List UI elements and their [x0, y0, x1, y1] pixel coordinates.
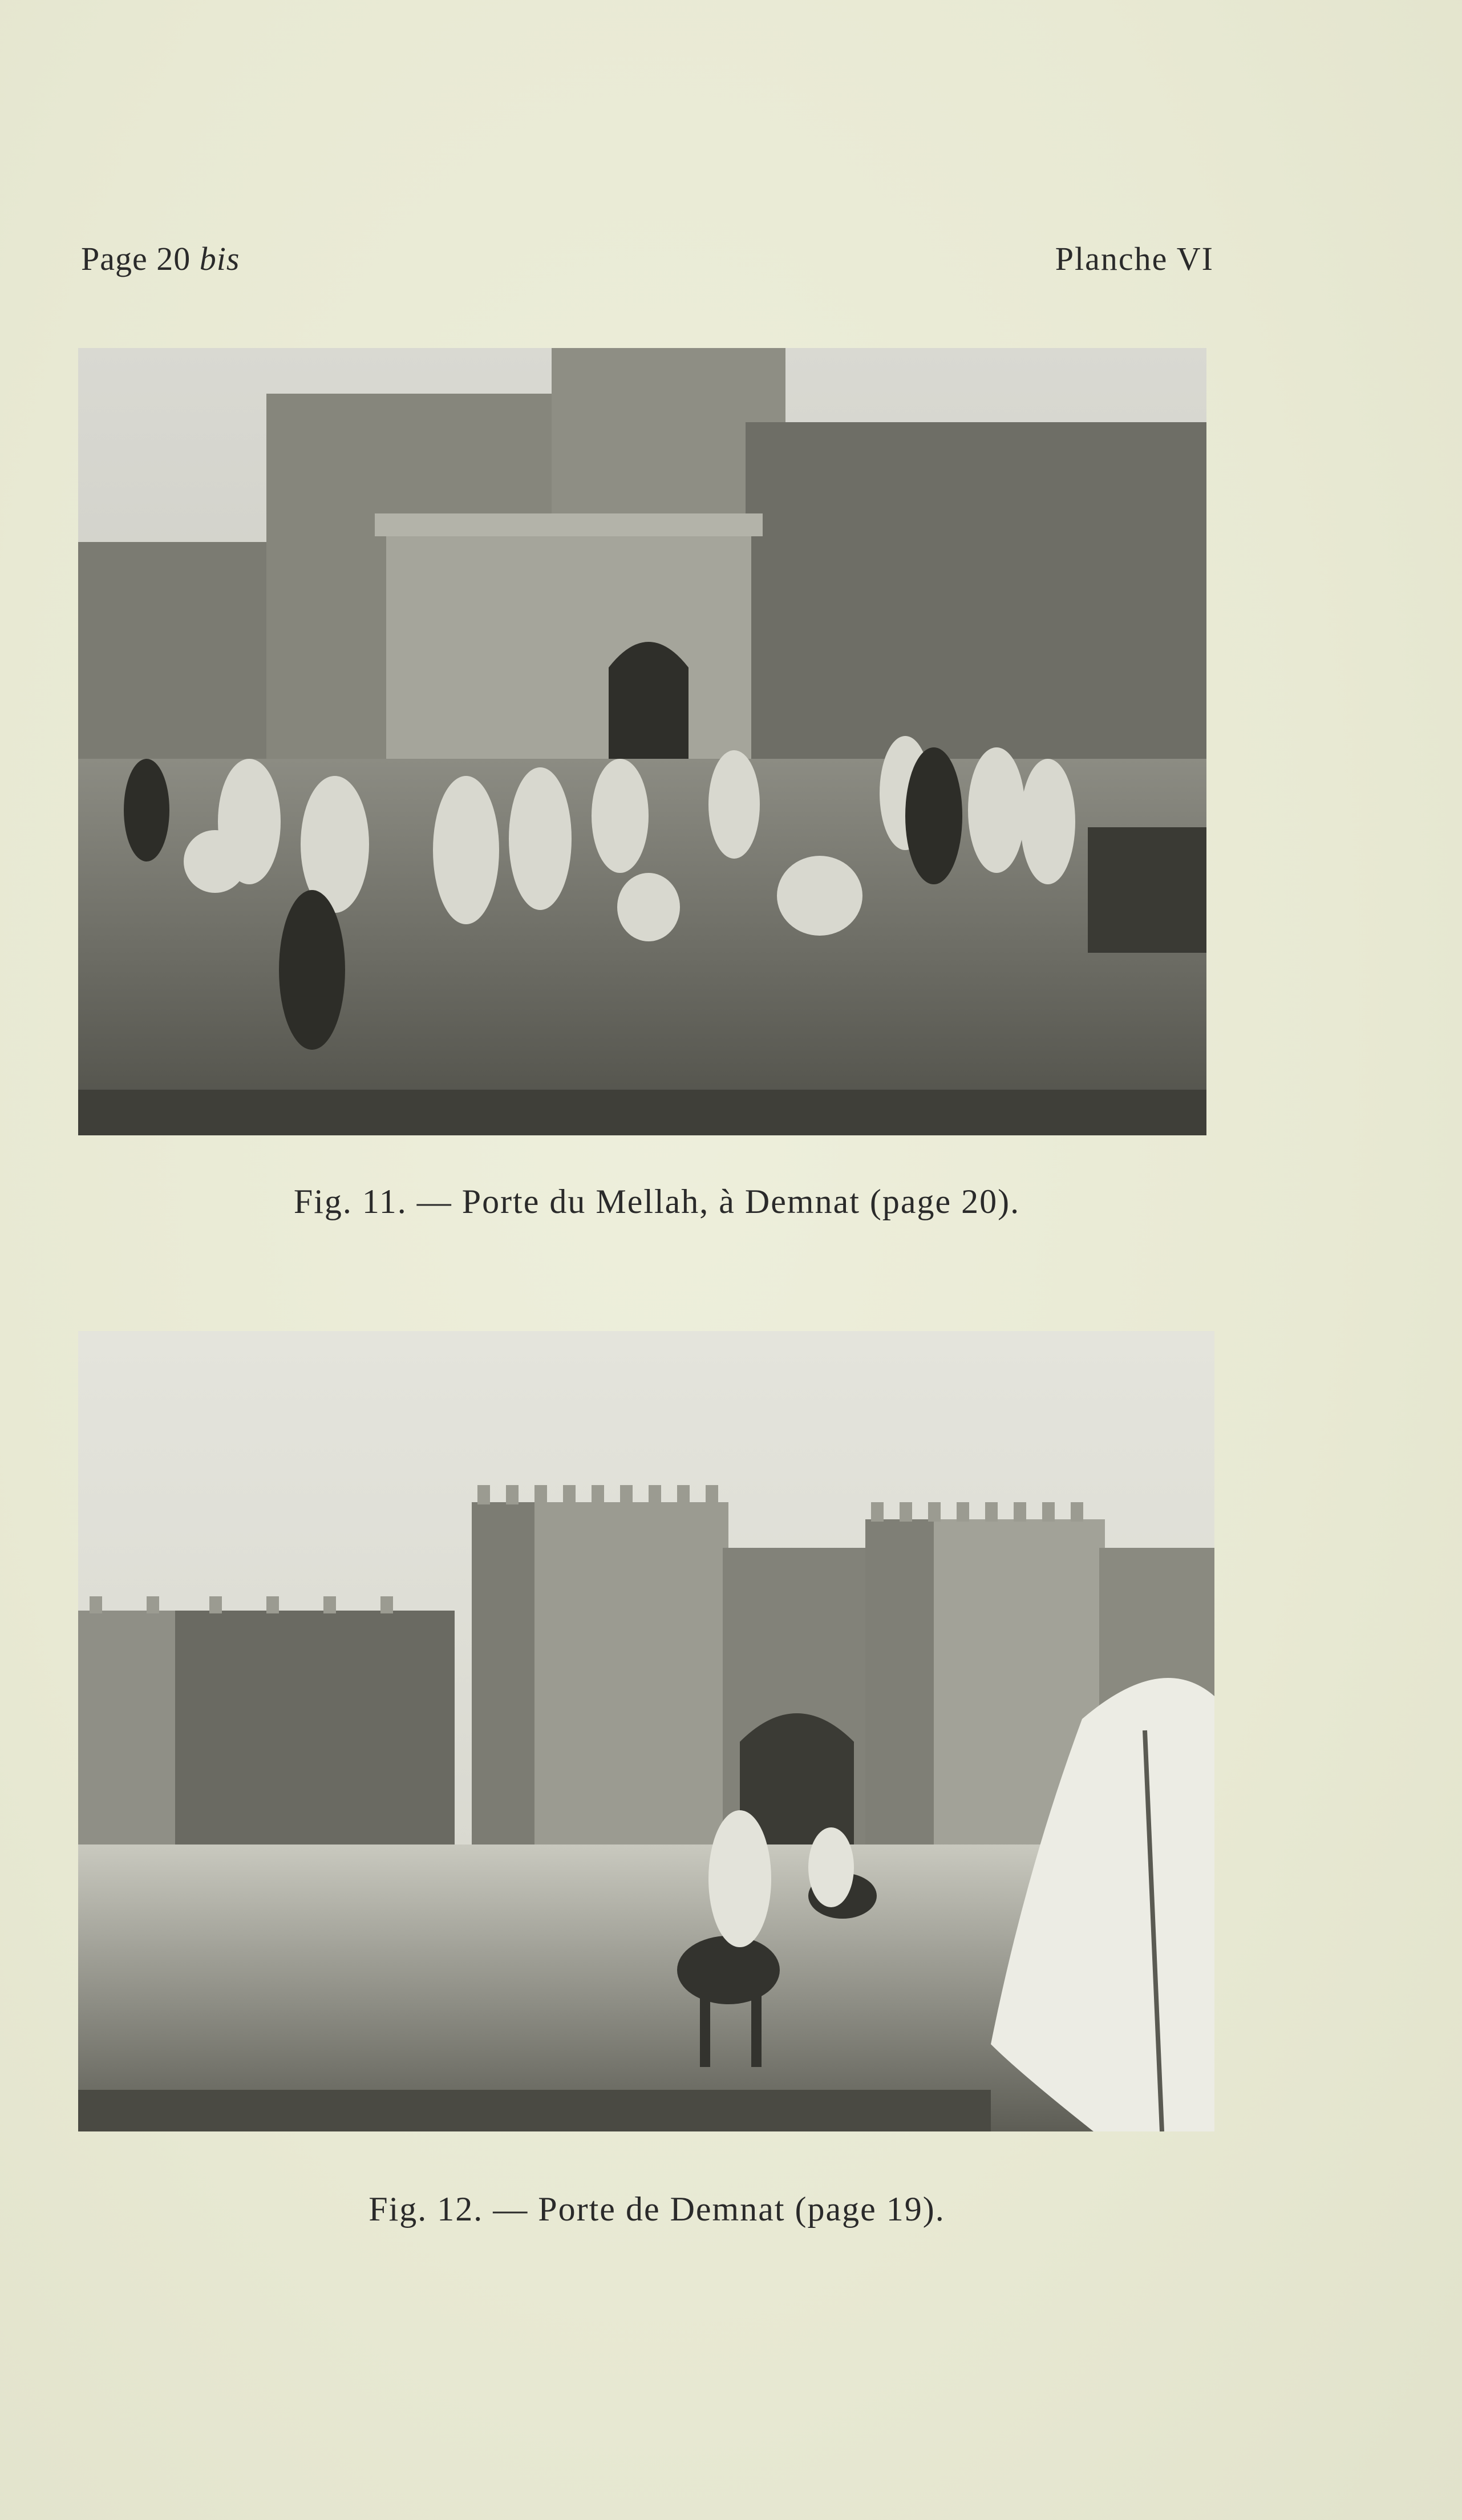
gate-towers-photo: [78, 1331, 1214, 2131]
figure-11-photo: [78, 348, 1206, 1135]
plate-label: Planche VI: [1055, 240, 1214, 277]
figure-12-photo: [78, 1331, 1214, 2131]
figure-12-caption: Fig. 12. — Porte de Demnat (page 19).: [368, 2190, 945, 2228]
gate-crowd-photo: [78, 348, 1206, 1135]
page-suffix: bis: [199, 240, 240, 277]
page-label: Page 20: [81, 240, 191, 277]
figure-11-caption: Fig. 11. — Porte du Mellah, à Demnat (page 20).: [293, 1183, 1020, 1220]
page-number: [81, 240, 240, 278]
